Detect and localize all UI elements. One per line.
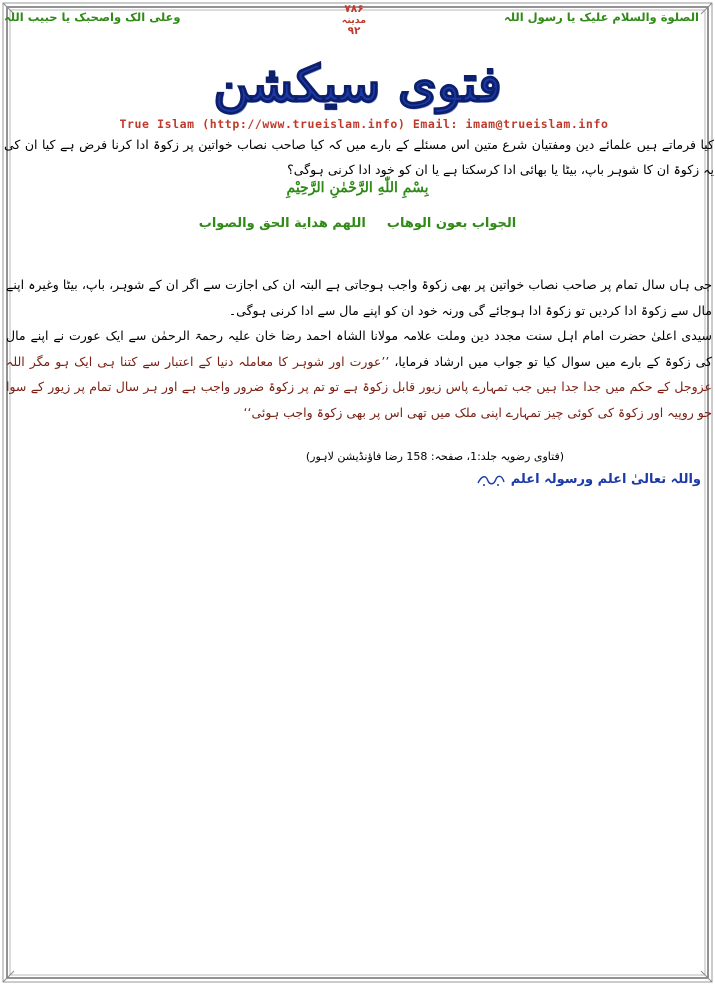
madina-badge [339, 4, 369, 37]
reference-citation: (فتاوی رضویہ جلد:1، صفحہ: 158 رضا فاؤنڈیشن لاہور) [305, 450, 564, 463]
jawab-heading-part2: اللهم هداية الحق والصواب [198, 216, 366, 231]
header-row [4, 3, 701, 46]
salutation-right: الصلوة والسلام علیک یا رسول اللہ [503, 10, 699, 24]
salutation-left: وعلی الک واصحبک یا حبیب اللہ [4, 10, 181, 24]
jawab-heading-part1: الجواب بعون الوهاب [386, 216, 517, 231]
answer-paragraph-2-intro: سیدی اعلیٰ حضرت امام اہل سنت مجدد دین وملت علامہ مولانا الشاہ احمد رضا خان علیہ رحمۃ الرحمٰن سے ایک عورت نے اپنے مال کی زکوۃ کے بارے میں سوال کیا تو جواب میں ارشاد فرمایا، [6, 328, 713, 369]
honorific-calligraphy-icon [476, 473, 506, 487]
jawab-heading [14, 216, 701, 231]
answer-quote: ’’عورت اور شوہر کا معاملہ دنیا کے اعتبار سے کتنا ہی ایک ہو مگر اللہ عزوجل کے حکم میں جدا جدا ہیں جب تمہارے پاس زیور قابل زکوۃ ہے تو تم پر زکوۃ ضرور واجب ہے اور ہر سال تمام پر زیور کے سوا جو روپیہ اور زکوۃ کی کوئی چیز تمہارے اپنی ملک میں تھی اس پر بھی زکوۃ واجب ہوئی‘‘ [6, 353, 712, 420]
badge-word: مدینہ [341, 15, 367, 26]
question-text: کیا فرماتے ہیں علمائے دین ومفتیان شرع متین اس مسئلے کے بارے میں کہ کیا صاحب نصاب خواتین پر زکوۃ ادا کرنا فرض ہے کیا ان کی یہ زکوۃ ان کا شوہر باپ، بیٹا یا بھائی ادا کرسکتا ہے یا ان کو خود ادا کرنی ہوگی؟ [4, 137, 714, 177]
badge-number-bottom: ۹۲ [347, 25, 361, 37]
badge-number-top: ۷۸۶ [344, 3, 364, 15]
bismillah: بِسْمِ اللّٰهِ الرَّحْمٰنِ الرَّحِيْمِ [286, 180, 429, 196]
answer-paragraph-2 [6, 323, 712, 425]
website-email-line: True Islam (http://www.trueislam.info) Email: imam@trueislam.info [119, 117, 609, 131]
fatwa-content [4, 3, 714, 974]
answer-text [6, 272, 712, 425]
answer-paragraph-1: جی ہاں سال تمام پر صاحب نصاب خواتین پر بھی زکوۃ واجب ہوجاتی ہے البتہ ان کی اجازت سے اگر ان کے شوہر، باپ، بیٹا وغیرہ اپنے مال سے زکوۃ ادا کردیں تو زکوۃ ادا ہوجائے گی ورنہ خود ان کو اپنے مال سے ادا کرنی ہوگی۔ [6, 277, 712, 318]
closing-text: واللہ تعالیٰ اعلم ورسولہ اعلم [510, 472, 701, 487]
page-title: فتوی سیکشن [213, 54, 502, 113]
closing-line [472, 472, 701, 487]
